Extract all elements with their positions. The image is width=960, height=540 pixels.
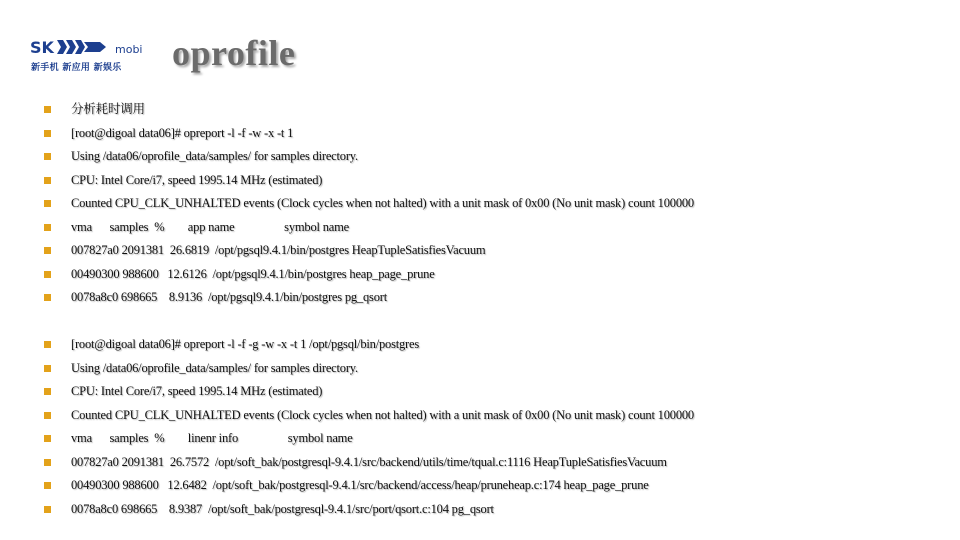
bullet-marker (44, 365, 51, 372)
bullet-marker (44, 271, 51, 278)
bullet-marker (44, 341, 51, 348)
bullet-item: Counted CPU_CLK_UNHALTED events (Clock cycles when not halted) with a unit mask of 0x00 (No unit mask) count 100000 (44, 192, 944, 216)
bullet-marker (44, 482, 51, 489)
bullet-item: 00490300 988600 12.6126 /opt/pgsql9.4.1/bin/postgres heap_page_prune (44, 263, 944, 287)
bullet-marker (44, 506, 51, 513)
bullet-item: 007827a0 2091381 26.6819 /opt/pgsql9.4.1/bin/postgres HeapTupleSatisfiesVacuum (44, 239, 944, 263)
bullet-marker (44, 459, 51, 466)
bullet-item: Using /data06/oprofile_data/samples/ for samples directory. (44, 357, 944, 381)
bullet-marker (44, 435, 51, 442)
bullet-marker (44, 177, 51, 184)
bullet-item: [root@digoal data06]# opreport -l -f -w -x -t 1 (44, 122, 944, 146)
bullet-item: Using /data06/oprofile_data/samples/ for samples directory. (44, 145, 944, 169)
slide-title: oprofile (172, 33, 296, 73)
bullet-item: Counted CPU_CLK_UNHALTED events (Clock cycles when not halted) with a unit mask of 0x00 (No unit mask) count 100000 (44, 404, 944, 428)
bullet-item: 0078a8c0 698665 8.9136 /opt/pgsql9.4.1/bin/postgres pg_qsort (44, 286, 944, 310)
bullet-item: [root@digoal data06]# opreport -l -f -g -w -x -t 1 /opt/pgsql/bin/postgres (44, 333, 944, 357)
logo-chevron-1 (57, 40, 67, 54)
bullet-marker (44, 388, 51, 395)
bullet-item: 0078a8c0 698665 8.9387 /opt/soft_bak/postgresql-9.4.1/src/port/qsort.c:104 pg_qsort (44, 498, 944, 522)
bullet-item: CPU: Intel Core/i7, speed 1995.14 MHz (estimated) (44, 380, 944, 404)
bullet-marker (44, 153, 51, 160)
logo-suffix-text: mobi (115, 43, 143, 56)
bullet-marker (44, 200, 51, 207)
bullet-item: vma samples % app name symbol name (44, 216, 944, 240)
bullet-item: 007827a0 2091381 26.7572 /opt/soft_bak/postgresql-9.4.1/src/backend/utils/time/tqual.c:1116 HeapTupleSatisfiesVacuum (44, 451, 944, 475)
bullet-marker (44, 106, 51, 113)
bullet-item: CPU: Intel Core/i7, speed 1995.14 MHz (estimated) (44, 169, 944, 193)
logo-arrow (84, 42, 106, 52)
bullet-item: 00490300 988600 12.6482 /opt/soft_bak/postgresql-9.4.1/src/backend/access/heap/pruneheap.c:174 heap_page_prune (44, 474, 944, 498)
bullet-item: 分析耗时调用 (44, 98, 944, 122)
brand-logo-mark (30, 38, 156, 60)
logo-chevron-3 (75, 40, 85, 54)
logo-brand-text: SK (30, 38, 54, 57)
bullet-marker (44, 224, 51, 231)
bullet-marker (44, 294, 51, 301)
bullet-marker (44, 130, 51, 137)
bullet-list (44, 98, 944, 521)
bullet-marker (44, 247, 51, 254)
bullet-item: vma samples % linenr info symbol name (44, 427, 944, 451)
bullet-marker (44, 412, 51, 419)
logo-tagline: 新手机 新应用 新娱乐 (31, 63, 122, 73)
logo-chevron-2 (66, 40, 76, 54)
logo (30, 38, 156, 74)
